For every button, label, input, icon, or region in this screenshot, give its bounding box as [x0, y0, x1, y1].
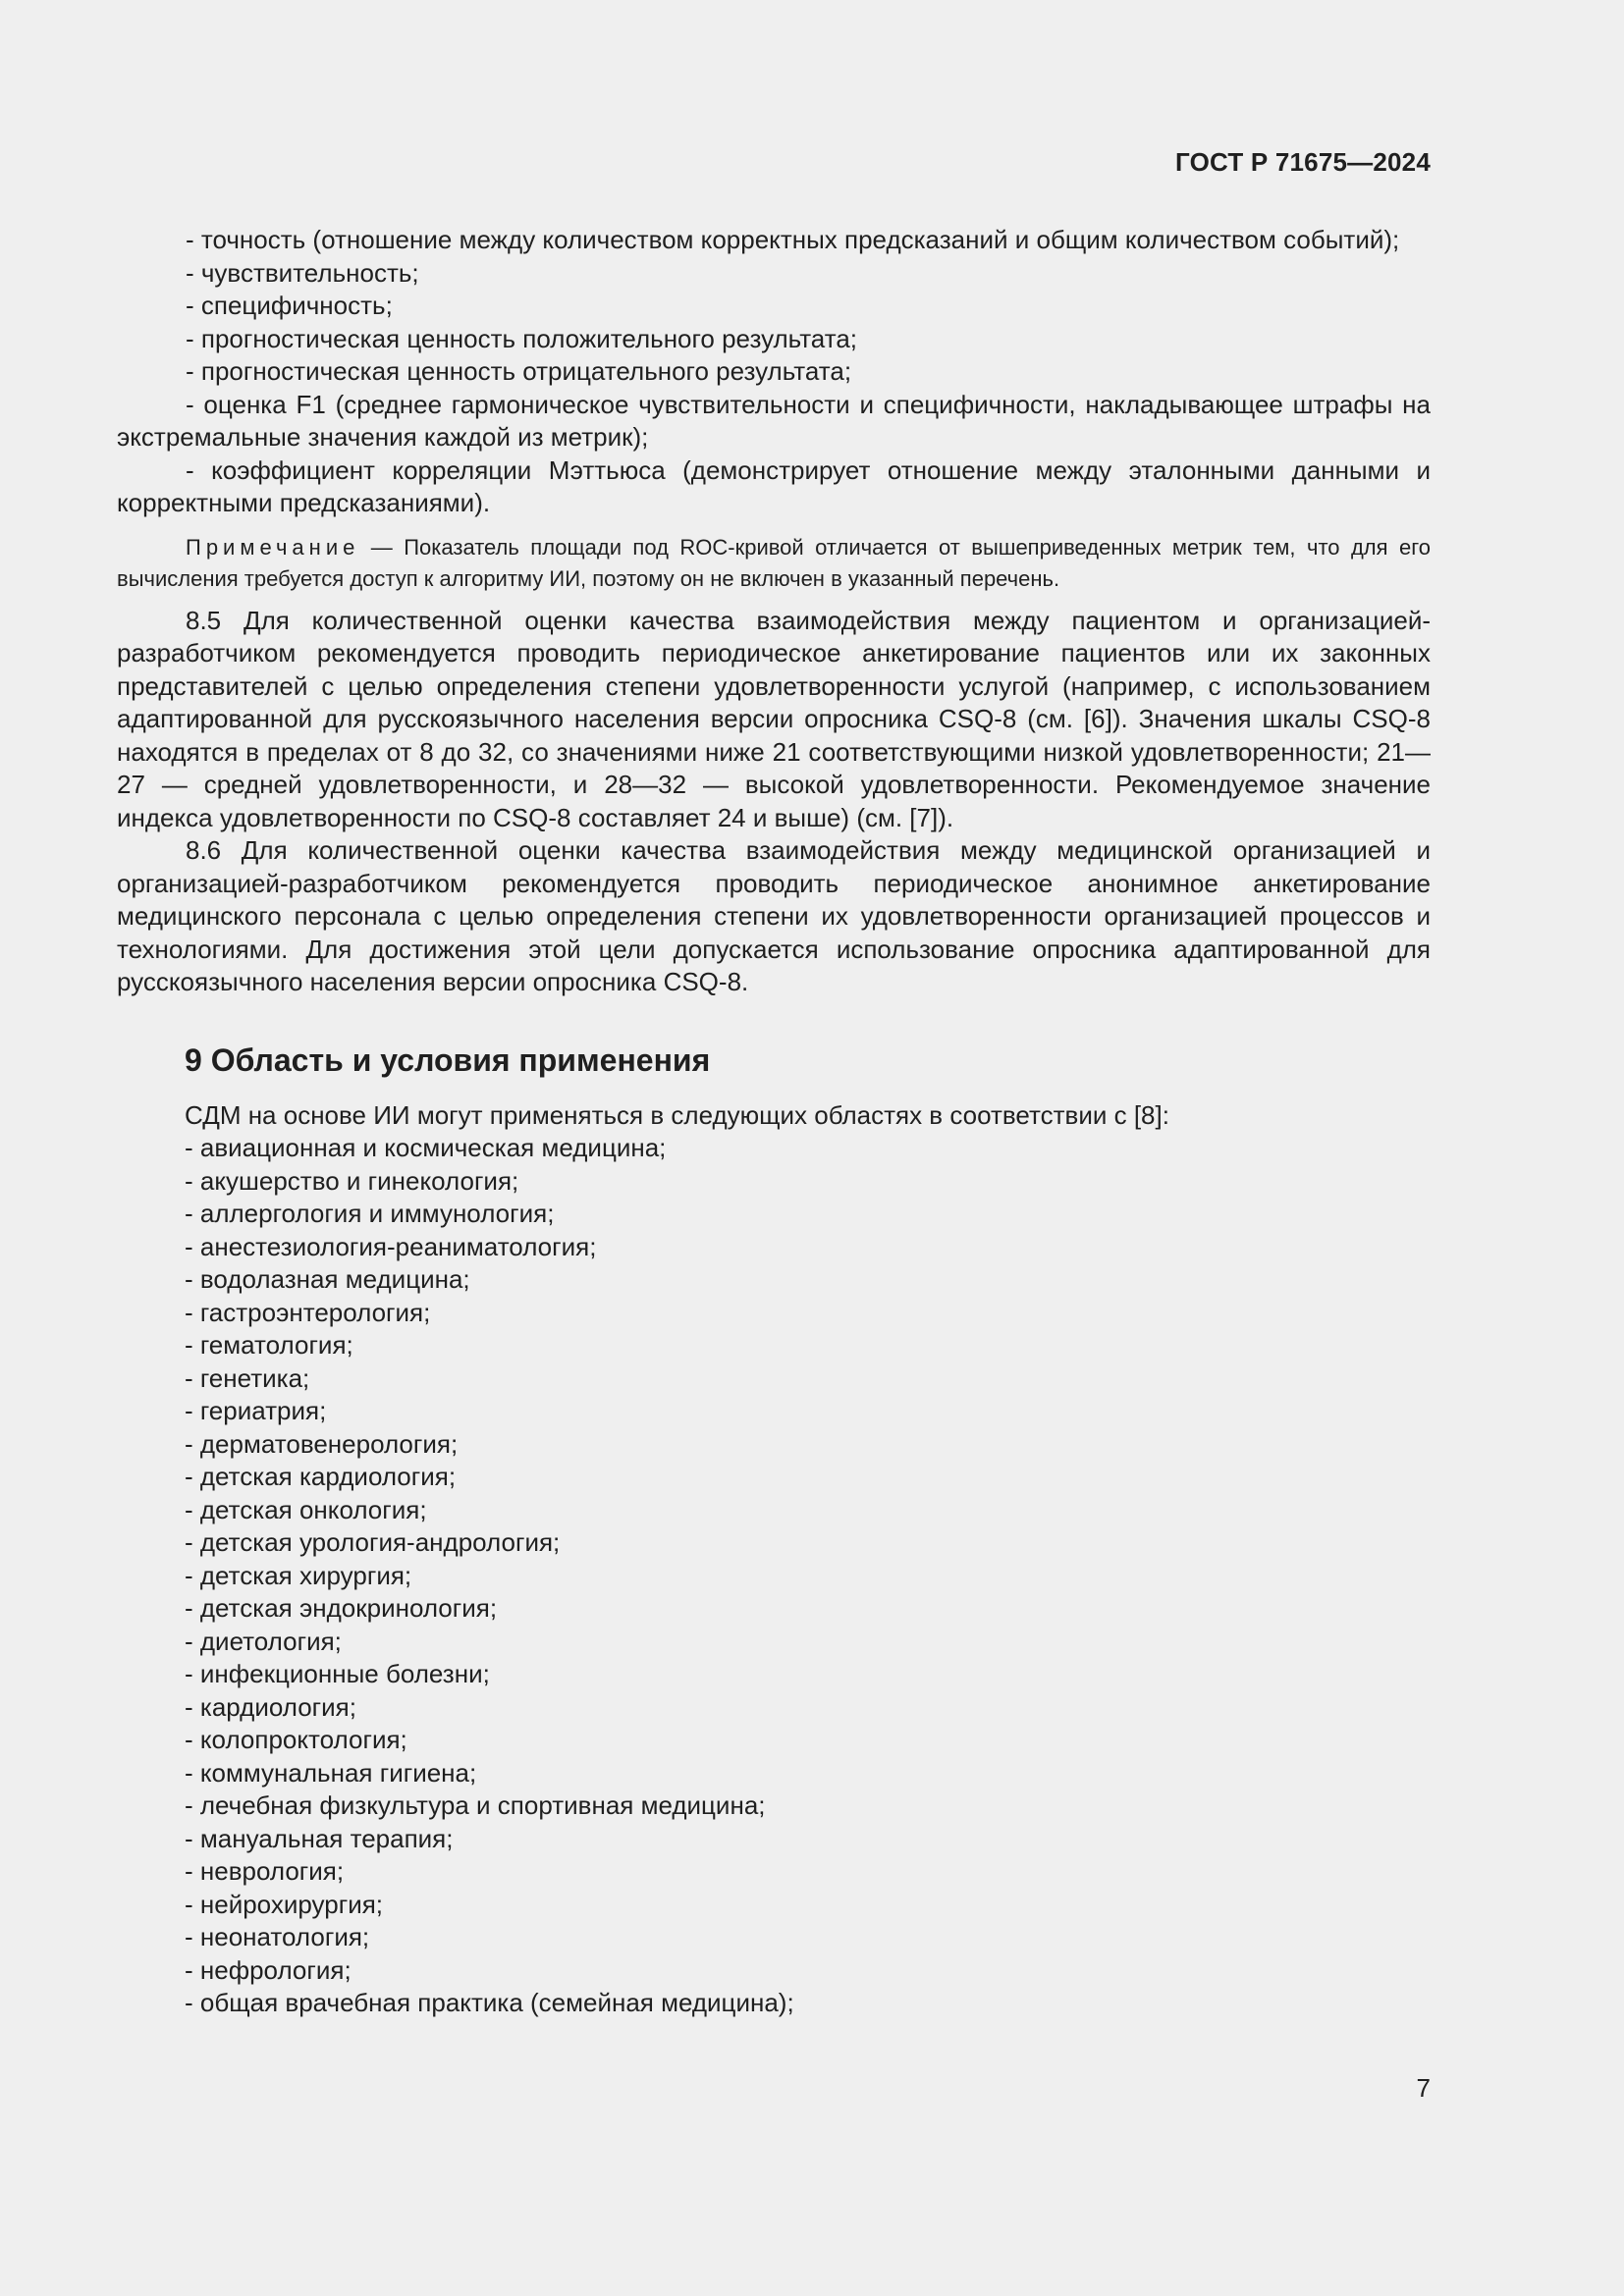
paragraph-8-6: 8.6 Для количественной оценки качества взаимодействия между медицинской организацией и организацией-разработчиком рекомендуется проводить периодическое анонимное анкетирование медицинского персонала с целью определения степени их удовлетворенности организацией процессов и технологиями. Для достижения этой цели допускается использование опросника адаптированной для русскоязычного населения версии опросника CSQ-8. [117, 835, 1431, 996]
list-item: - детская онкология; [185, 1494, 427, 1524]
list-item: - прогностическая ценность отрицательного результата; [186, 356, 852, 386]
page-number: 7 [1416, 2073, 1431, 2103]
section-heading: 9 Область и условия применения [185, 1041, 711, 1078]
list-item: - инфекционные болезни; [185, 1659, 490, 1688]
list-item: - акушерство и гинекология; [185, 1165, 519, 1196]
metrics-list [117, 224, 1431, 520]
list-item: - генетика; [185, 1362, 310, 1393]
list-item: - общая врачебная практика (семейная медицина); [185, 1988, 794, 2017]
page-content [117, 224, 1431, 2020]
note [117, 532, 1431, 595]
list-item: - гастроэнтерология; [185, 1297, 431, 1327]
list-item: - авиационная и космическая медицина; [185, 1133, 667, 1162]
list-item: - гериатрия; [185, 1396, 327, 1425]
list-item: - гематология; [185, 1330, 353, 1360]
list-item: - мануальная терапия; [185, 1823, 454, 1853]
list-item: - детская хирургия; [185, 1560, 412, 1590]
list-item: - детская урология-андрология; [185, 1527, 561, 1557]
list-item: - неонатология; [185, 1922, 370, 1951]
list-item: - коэффициент корреляции Мэттьюса (демонстрирует отношение между эталонными данными и корректными предсказаниями). [117, 454, 1431, 517]
section-intro: СДМ на основе ИИ могут применяться в следующих областях в соответствии с [8]: [185, 1099, 1169, 1130]
list-item: - лечебная физкультура и спортивная медицина; [185, 1790, 766, 1820]
list-item: - коммунальная гигиена; [185, 1757, 477, 1788]
list-item: - специфичность; [186, 291, 393, 320]
list-item: - точность (отношение между количеством корректных предсказаний и общим количеством событий); [186, 225, 1400, 254]
list-item: - чувствительность; [186, 257, 419, 288]
list-item: - нефрология; [185, 1954, 352, 1985]
list-item: - дерматовенерология; [185, 1428, 459, 1459]
list-item: - колопроктология; [185, 1725, 407, 1754]
list-item: - оценка F1 (среднее гармоническое чувствительности и специфичности, накладывающее штрафы на экстремальные значения каждой из метрик); [117, 389, 1431, 452]
list-item: - детская эндокринология; [185, 1593, 498, 1623]
note-label: Примечание [186, 534, 360, 560]
list-item: - водолазная медицина; [185, 1264, 470, 1294]
list-item: - неврология; [185, 1856, 345, 1886]
list-item: - детская кардиология; [185, 1462, 457, 1491]
document-code: ГОСТ Р 71675—2024 [1175, 147, 1431, 177]
list-item: - анестезиология-реаниматология; [185, 1231, 597, 1261]
list-item: - диетология; [185, 1626, 342, 1656]
note-text: — Показатель площади под ROC-кривой отличается от вышеприведенных метрик тем, что для его вычисления требуется доступ к алгоритму ИИ, поэтому он не включен в указанный перечень. [117, 534, 1431, 591]
list-item: - аллергология и иммунология; [185, 1199, 555, 1228]
areas-list [117, 1132, 1431, 2020]
paragraph-8-5: 8.5 Для количественной оценки качества взаимодействия между пациентом и организацией-разработчиком рекомендуется проводить периодическое анкетирование пациентов или их законных представителей с целью определения степени удовлетворенности услугой (например, с использованием адаптированной для русскоязычного населения версии опросника CSQ-8 (см. [6]). Значения шкалы CSQ-8 находятся в пределах от 8 до 32, со значениями ниже 21 соответствующими низкой удовлетворенности; 21—27 — средней удовлетворенности, и 28—32 — высокой удовлетворенности. Рекомендуемое значение индекса удовлетворенности по CSQ-8 составляет 24 и выше) (см. [7]). [117, 605, 1431, 832]
list-item: - прогностическая ценность положительного результата; [186, 323, 857, 353]
list-item: - кардиология; [185, 1691, 356, 1722]
list-item: - нейрохирургия; [185, 1889, 384, 1919]
